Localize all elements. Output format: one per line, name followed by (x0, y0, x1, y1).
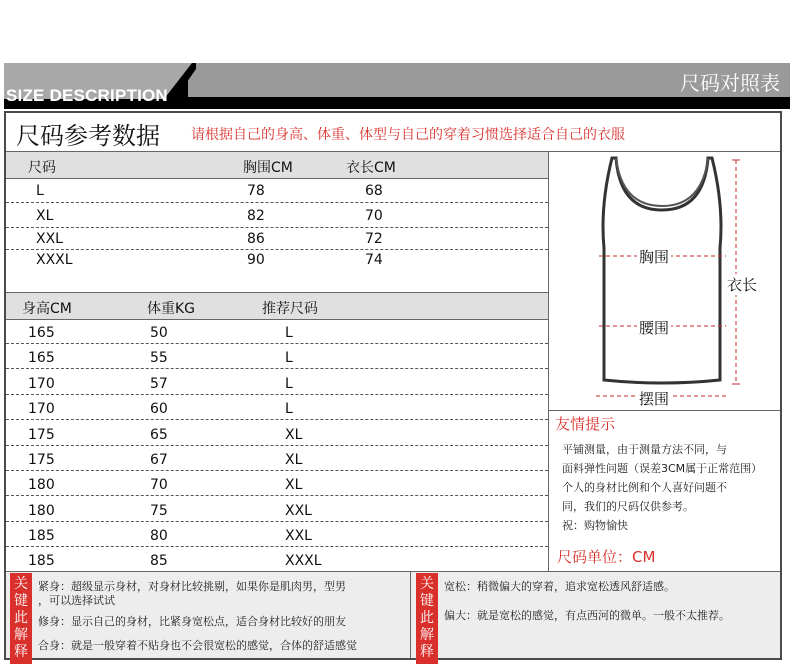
weight-cell: 75 (150, 503, 168, 519)
row-divider (6, 227, 548, 228)
glossary-left-line: ，可以选择试试 (38, 594, 115, 607)
height-cell: 165 (28, 350, 55, 366)
badge-char: 键 (14, 593, 28, 609)
section-title: 尺码参考数据 (16, 122, 160, 150)
badge-char: 键 (420, 593, 434, 609)
divider (548, 410, 780, 411)
rec-table-header-cell: 身高CM (22, 301, 72, 317)
weight-cell: 50 (150, 325, 168, 341)
rec-size-cell: XL (285, 452, 303, 468)
badge-char: 此 (420, 610, 434, 626)
row-divider (6, 368, 548, 369)
row-divider (6, 249, 548, 250)
weight-cell: 65 (150, 427, 168, 443)
hem-label: 摆围 (639, 390, 670, 408)
divider (6, 178, 548, 179)
rec-size-cell: L (285, 350, 293, 366)
rec-size-cell: XL (285, 427, 303, 443)
badge-char: 此 (14, 610, 28, 626)
size-table-header-cell: 胸围CM (243, 160, 293, 176)
size-cell: XXXL (36, 252, 73, 268)
row-divider (6, 546, 548, 547)
row-divider (6, 495, 548, 496)
size-table-header-cell: 尺码 (28, 160, 56, 176)
glossary-badge-left (10, 573, 32, 664)
height-cell: 185 (28, 528, 55, 544)
badge-char: 释 (14, 644, 28, 660)
height-cell: 165 (28, 325, 55, 341)
size-cell: XL (36, 208, 54, 224)
header-chinese-title: 尺码对照表 (680, 71, 780, 95)
badge-char: 解 (420, 627, 434, 643)
glossary-divider (410, 572, 411, 658)
rec-table-header-cell: 推荐尺码 (262, 301, 318, 317)
glossary-right-line: 宽松：稍微偏大的穿着，追求宽松透风舒适感。 (444, 580, 675, 593)
rec-size-cell: L (285, 401, 293, 417)
chest-cell: 78 (247, 183, 265, 199)
height-cell: 175 (28, 427, 55, 443)
tips-line: 祝：购物愉快 (562, 519, 628, 532)
rec-size-cell: L (285, 376, 293, 392)
size-cell: L (36, 183, 44, 199)
height-cell: 170 (28, 376, 55, 392)
height-cell: 170 (28, 401, 55, 417)
height-cell: 175 (28, 452, 55, 468)
tips-line: 平铺测量，由于测量方法不同，与 (562, 443, 727, 456)
chest-cell: 90 (247, 252, 265, 268)
badge-char: 解 (14, 627, 28, 643)
length-cell: 74 (365, 252, 383, 268)
row-divider (6, 419, 548, 420)
row-divider (6, 445, 548, 446)
size-unit: 尺码单位：CM (557, 548, 656, 566)
header-english-title: SIZE DESCRIPTION (6, 86, 168, 105)
height-cell: 185 (28, 553, 55, 569)
chest-cell: 82 (247, 208, 265, 224)
glossary-badge-right (416, 573, 438, 664)
tips-line: 面料弹性问题（误差3CM属于正常范围） (562, 462, 763, 475)
chest-cell: 86 (247, 231, 265, 247)
row-divider (6, 343, 548, 344)
glossary-right-line: 偏大：就是宽松的感觉，有点西河的微单。一般不太推荐。 (444, 609, 730, 622)
divider (6, 319, 548, 320)
panel-divider (548, 152, 549, 571)
chest-label: 胸围 (639, 248, 670, 266)
glossary-left-line: 修身：显示自己的身材，比紧身宽松点，适合身材比较好的朋友 (38, 615, 346, 628)
glossary-left-line: 紧身：超级显示身材，对身材比较挑剔，如果你是肌肉男，型男 (38, 580, 346, 593)
weight-cell: 67 (150, 452, 168, 468)
tips-body (562, 440, 780, 535)
row-divider (6, 202, 548, 203)
weight-cell: 80 (150, 528, 168, 544)
height-cell: 180 (28, 477, 55, 493)
rec-size-cell: XXL (285, 503, 312, 519)
rec-size-cell: XXL (285, 528, 312, 544)
row-divider (6, 394, 548, 395)
rec-size-cell: XL (285, 477, 303, 493)
tips-line: 同，我们的尺码仅供参考。 (562, 500, 694, 513)
row-divider (6, 470, 548, 471)
height-cell: 180 (28, 503, 55, 519)
tips-title: 友情提示 (555, 415, 616, 433)
section-subtitle: 请根据自己的身高、体重、体型与自己的穿着习惯选择适合自己的衣服 (191, 127, 625, 143)
length-cell: 72 (365, 231, 383, 247)
tips-line: 个人的身材比例和个人喜好问题不 (562, 481, 727, 494)
row-divider (6, 521, 548, 522)
rec-size-cell: XXXL (285, 553, 322, 569)
length-label: 衣长 (727, 276, 758, 294)
waist-label: 腰围 (639, 319, 670, 337)
badge-char: 关 (420, 576, 434, 592)
badge-char: 关 (14, 576, 28, 592)
weight-cell: 60 (150, 401, 168, 417)
size-cell: XXL (36, 231, 63, 247)
rec-table-header-cell: 体重KG (147, 301, 196, 317)
weight-cell: 70 (150, 477, 168, 493)
rec-size-cell: L (285, 325, 293, 341)
length-cell: 68 (365, 183, 383, 199)
weight-cell: 57 (150, 376, 168, 392)
badge-char: 释 (420, 644, 434, 660)
weight-cell: 85 (150, 553, 168, 569)
size-table-header-cell: 衣长CM (346, 160, 396, 176)
glossary-left-line: 合身：就是一般穿着不贴身也不会很宽松的感觉，合体的舒适感觉 (38, 639, 357, 652)
weight-cell: 55 (150, 350, 168, 366)
length-cell: 70 (365, 208, 383, 224)
